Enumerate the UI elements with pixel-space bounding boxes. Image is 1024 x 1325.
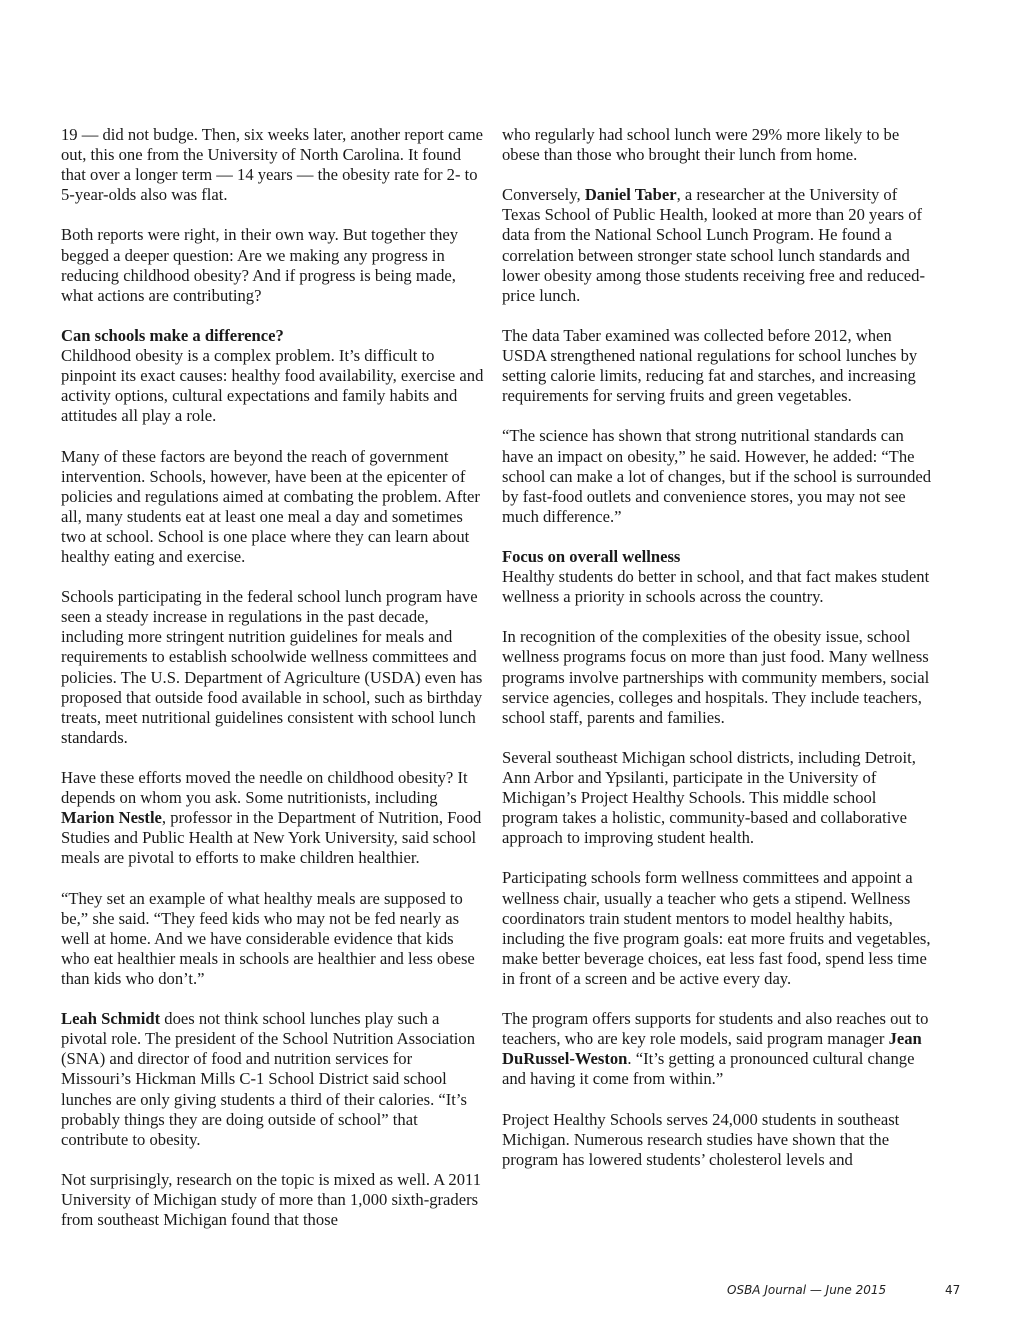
text-run: , professor in the Department of Nutrition, Food Studies and Public Health at New York University, said school meals are pivotal to efforts to make children healthier. (61, 808, 482, 868)
right-column (502, 125, 932, 1190)
text-run: does not think school lunches play such a pivotal role. The president of the School Nutrition Association (SNA) and director of food and nutrition services for Missouri’s Hickman Mills C-1 School District said school lunches are only giving students a third of their calories. “It’s probably things they are doing outside of school” that contribute to obesity. (61, 1009, 476, 1149)
paragraph: who regularly had school lunch were 29% more likely to be obese than those who brought their lunch from home. (502, 125, 900, 165)
paragraph: 19 — did not budge. Then, six weeks later, another report came out, this one from the University of North Carolina. It found that over a longer term — 14 years — the obesity rate for 2- to 5-year-olds also was flat. (61, 125, 484, 205)
page-number: 47 (945, 1283, 961, 1297)
text-run: Conversely, (502, 185, 585, 205)
person-name: Daniel Taber (584, 185, 677, 205)
text-run: . “It’s getting a pronounced cultural change and having it come from within.” (502, 1049, 915, 1089)
text-run: The program offers supports for students and also reaches out to teachers, who are key role models, said program manager (502, 1009, 929, 1049)
paragraph: Project Healthy Schools serves 24,000 students in southeast Michigan. Numerous research studies have shown that the program has lowered students’ cholesterol levels and (502, 1109, 900, 1169)
paragraph (502, 185, 932, 306)
paragraph: “The science has shown that strong nutritional standards can have an impact on obesity,” he said. However, he added: “The school can make a lot of changes, but if the school is surrounded by fast-food outlets and convenience stores, you may not see much difference.” (502, 426, 932, 526)
paragraph: The data Taber examined was collected before 2012, when USDA strengthened national regulations for school lunches by setting calorie limits, reducing fat and starches, and increasing requirements for serving fruits and green vegetables. (502, 325, 918, 406)
paragraph: “They set an example of what healthy meals are supposed to be,” she said. “They feed kids who may not be fed nearly as well at home. And we have considerable evidence that kids who eat healthier meals in schools are healthier and less obese than kids who don’t.” (61, 888, 475, 988)
section (61, 326, 486, 426)
paragraph: Many of these factors are beyond the reach of government intervention. Schools, however, have been at the epicenter of policies and regulations aimed at combating the problem. After all, many students eat at least one meal a day and sometimes two at school. School is one place where they can learn about healthy eating and exercise. (61, 446, 480, 566)
text-run: Have these efforts moved the needle on childhood obesity? It depends on whom you ask. Some nutritionists, including (61, 768, 468, 808)
paragraph: Not surprisingly, research on the topic is mixed as well. A 2011 University of Michigan study of more than 1,000 sixth-graders from southeast Michigan found that those (61, 1169, 481, 1230)
left-column (61, 125, 486, 1250)
section-heading: Focus on overall wellness (502, 546, 681, 566)
paragraph (61, 1009, 486, 1150)
paragraph (502, 1009, 932, 1089)
paragraph: Schools participating in the federal school lunch program have seen a steady increase in regulations in the past decade, including more stringent nutrition guidelines for meals and requirements to establish schoolwide wellness committees and policies. The U.S. Department of Agriculture (USDA) even has proposed that outside food available in school, such as birthday treats, meet nutritional guidelines consistent with school lunch standards. (61, 587, 483, 747)
person-name: Marion Nestle (61, 808, 162, 828)
paragraph: Several southeast Michigan school districts, including Detroit, Ann Arbor and Ypsilanti, participate in the University of Michigan’s Project Healthy Schools. This middle school program takes a holistic, community-based and collaborative approach to improving student health. (502, 747, 916, 848)
person-name: Jean DuRussel-Weston (502, 1029, 922, 1069)
person-name: Leah Schmidt (61, 1009, 161, 1029)
section-heading: Can schools make a difference? (61, 325, 284, 345)
paragraph: In recognition of the complexities of the obesity issue, school wellness programs focus on more than just food. Many wellness programs involve partnerships with community members, social service agencies, colleges and hospitals. They include teachers, school staff, parents and families. (502, 627, 930, 727)
paragraph: Healthy students do better in school, and that fact makes student wellness a priority in schools across the country. (502, 567, 930, 607)
section (502, 547, 932, 607)
paragraph: Participating schools form wellness committees and appoint a wellness chair, usually a teacher who gets a stipend. Wellness coordinators train student mentors to model healthy habits, including the five program goals: eat more fruits and vegetables, make better beverage choices, eat less fast food, spend less time in front of a screen and be active every day. (502, 868, 931, 988)
footer-journal-title: OSBA Journal — June 2015 (727, 1283, 887, 1297)
text-run: , a researcher at the University of Texas School of Public Health, looked at more than 20 years of data from the National School Lunch Program. He found a correlation between stronger state school lunch standards and lower obesity among those students receiving free and reduced-price lunch. (502, 185, 925, 305)
paragraph: Childhood obesity is a complex problem. It’s difficult to pinpoint its exact causes: healthy food availability, exercise and activity options, cultural expectations and family habits and attitudes all play a role. (61, 346, 484, 426)
paragraph: Both reports were right, in their own way. But together they begged a deeper question: Are we making any progress in reducing childhood obesity? And if progress is being made, what actions are contributing? (61, 225, 459, 305)
paragraph (61, 768, 486, 868)
